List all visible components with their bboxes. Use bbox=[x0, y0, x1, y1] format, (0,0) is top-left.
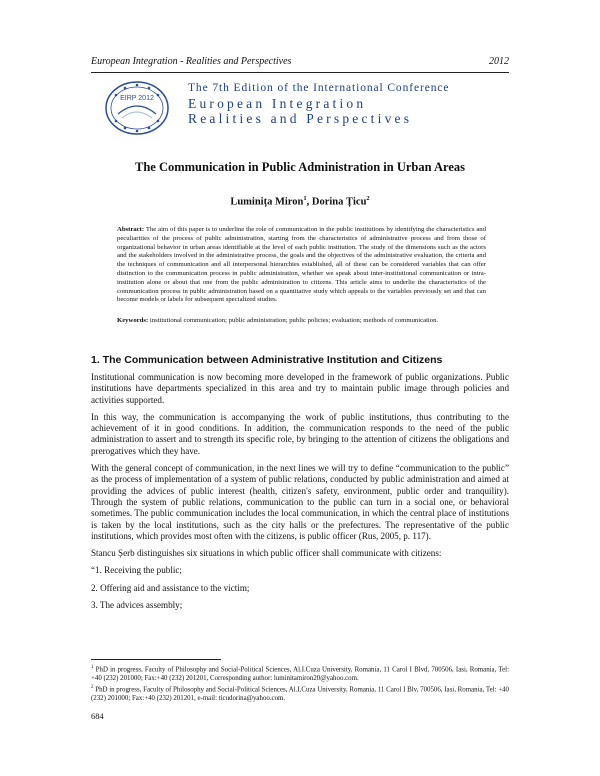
body-paragraph: With the general concept of communication, in the next lines we will try to define “communication to the public” as the process of implementation of a system of public relations, conducted by public administration and aimed at providing the advices of public interest (health, citizen's safety, environment, public order and tranquility). Through the system of public relations, communication to the public can turn in a social one, or behavioral sometimes. The public communication includes the local communication, in which the central place of institutions is taken by the local institutions, such as the city halls or the prefectures. The representative of the public institutions, which provides most often with the citizens, is public officer (Rus, 2005, p. 117). bbox=[91, 463, 509, 541]
author-1: Luminița Miron bbox=[230, 196, 304, 208]
footnote-text: PhD in progress, Faculty of Philosophy and Social-Political Sciences, Al.I.Cuza University, Romania, 11 Carol I Blv, 700506, Iasi, Romania, Tel: +40 (232) 201000; Fax:+40 (232) 201201, e-mail: ticudorina@yahoo.com. bbox=[91, 686, 509, 703]
abstract bbox=[117, 226, 486, 305]
conference-logo bbox=[104, 80, 170, 136]
journal-name: European Integration - Realities and Perspectives bbox=[91, 56, 292, 67]
body-paragraph: Institutional communication is now becoming more developed in the framework of public organizations. Public institutions have departments specialized in this area and try to maintain public image through policies and activities supported. bbox=[91, 372, 509, 405]
page-number: 684 bbox=[91, 711, 104, 721]
body-paragraph: Stancu Șerb distinguishes six situations in which public officer shall communicate with citizens: bbox=[91, 548, 442, 559]
conference-edition: The 7th Edition of the International Conference bbox=[188, 82, 450, 94]
author-2: Dorina Țicu bbox=[311, 196, 367, 208]
footnote-text: PhD in progress, Faculty of Philosophy and Social-Political Sciences, Al.I.Cuza University, Romania, 11 Carol I Blvd, 700506, Iasi, Romania, Tel: +40 (232) 201000; Fax:+40 (232) 201201, Corresponding author: luminitamiron20@yahoo.com. bbox=[91, 666, 509, 682]
list-item: 2. Offering aid and assistance to the victim; bbox=[91, 582, 250, 593]
conference-title-line-1: European Integration bbox=[188, 96, 367, 111]
paper-title: The Communication in Public Administration in Urban Areas bbox=[134, 160, 466, 174]
list-item: “1. Receiving the public; bbox=[91, 565, 182, 576]
running-header bbox=[91, 56, 509, 67]
footnotes bbox=[91, 664, 509, 705]
conference-banner bbox=[104, 80, 504, 136]
footnote-rule bbox=[91, 659, 221, 660]
footnote-1 bbox=[91, 664, 509, 683]
keywords-label: Keywords: bbox=[117, 317, 149, 324]
footnote-ref-2: 2 bbox=[366, 195, 370, 202]
header-year: 2012 bbox=[489, 56, 509, 67]
banner-text bbox=[188, 82, 449, 127]
list-item: 3. The advices assembly; bbox=[91, 600, 183, 611]
body-paragraph: In this way, the communication is accompanying the work of public institutions, thus contributing to the achievement of it in good conditions. In addition, the communication responds to the need of the public administration to assert and to strength its specific role, by bringing to the attention of citizens the obligations and prerogatives which they have. bbox=[91, 411, 509, 456]
section-heading: 1. The Communication between Administrative Institution and Citizens bbox=[91, 354, 443, 366]
footnote-ref-1: 1 bbox=[303, 195, 307, 202]
keywords-text: institutional communication; public administration; public policies; evaluation; methods of communication. bbox=[148, 317, 439, 324]
footnote-2 bbox=[91, 684, 509, 703]
authors bbox=[91, 195, 509, 208]
author-separator: , bbox=[306, 196, 312, 208]
section-body bbox=[91, 372, 509, 617]
header-rule bbox=[91, 72, 509, 73]
keywords bbox=[117, 317, 486, 326]
footnote-mark: 2 bbox=[91, 685, 94, 691]
svg-text:EIRP 2012: EIRP 2012 bbox=[120, 95, 154, 102]
abstract-label: Abstract: bbox=[117, 226, 145, 233]
abstract-text: The aim of this paper is to underline the role of communication in the public institutions by identifying the characteristics and peculiarities of the process of public administration, starting from the characteristics of administrative process and from those of organizational behavior in urban areas identifiable at the level of each public institution. The study of the dimensions such as the actors and the stakeholders involved in the administrative process, the goals and the objectives of the administrative evaluation, the criteria and the techniques of communication and all interpersonal hierarchies established, all of these can be considered variables that can offer distinction to the communication process in public administration, whether we speak about inter-institutional communication or intra-institution alone or about that one from the public administration to citizens. This article aims to underlie the characteristics of the communication process in public administration based on a quantitative study which appeals to the variables previously set and that can become models or labels for subsequent specialized studies. bbox=[117, 226, 486, 304]
footnote-mark: 1 bbox=[91, 665, 94, 670]
conference-title-line-2: Realities and Perspectives bbox=[188, 111, 413, 126]
